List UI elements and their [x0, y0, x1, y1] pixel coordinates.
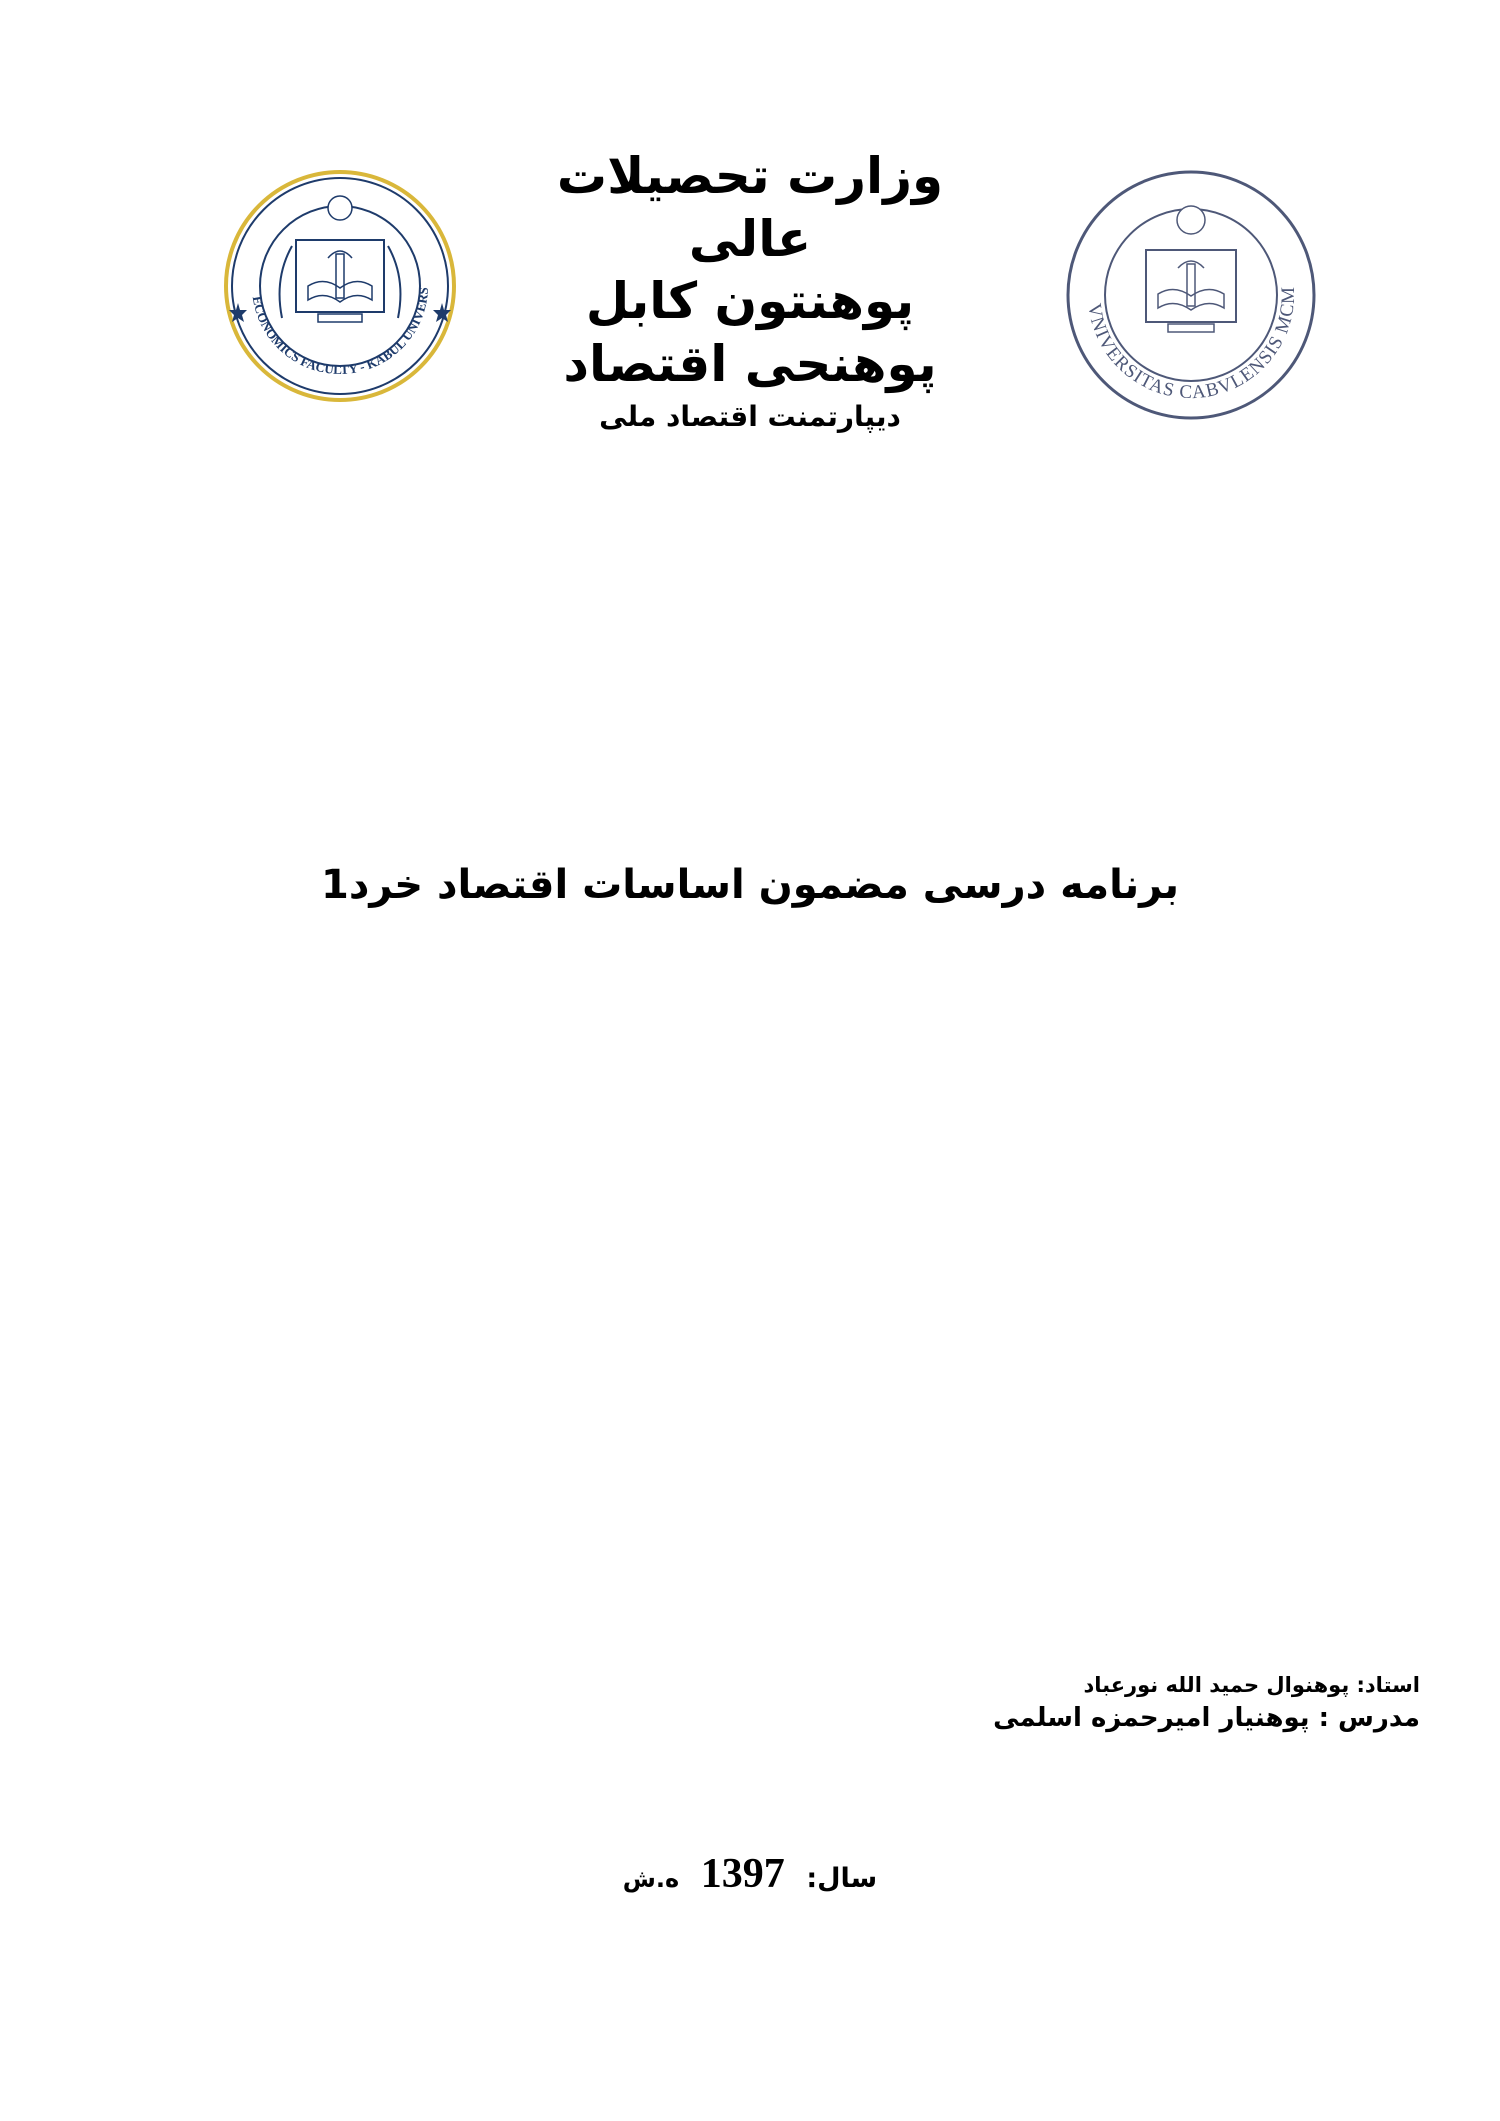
- year-value: 1397: [700, 1851, 785, 1897]
- professor-line: استاد: پوهنوال حمید الله نورعباد: [1083, 1673, 1420, 1697]
- instructor-line: مدرس : پوهنیار امیرحمزه اسلمی: [993, 1703, 1420, 1734]
- seal-left-ring-text: ECONOMICS FACULTY - KABUL UNIVERS: [249, 286, 432, 378]
- author-block: [993, 1670, 1420, 1738]
- year-line: [0, 1850, 1500, 1898]
- economics-faculty-seal-icon: [222, 168, 458, 404]
- year-label: سال:: [806, 1863, 878, 1894]
- document-title: برنامه درسی مضمون اساسات اقتصاد خرد1: [320, 862, 1180, 908]
- ministry-name: وزارت تحصیلات عالی: [556, 147, 944, 268]
- university-name: پوهنتون کابل: [585, 272, 915, 330]
- kabul-university-seal-icon: [1064, 168, 1318, 422]
- seal-right-ring-text: VNIVERSITAS CABVLENSIS MCM: [1083, 286, 1300, 404]
- department-name: دیپارتمنت اقتصاد ملی: [599, 400, 901, 433]
- year-suffix: ه.ش: [622, 1865, 680, 1893]
- document-header: [500, 145, 1000, 434]
- faculty-name: پوهنحی اقتصاد: [563, 334, 937, 393]
